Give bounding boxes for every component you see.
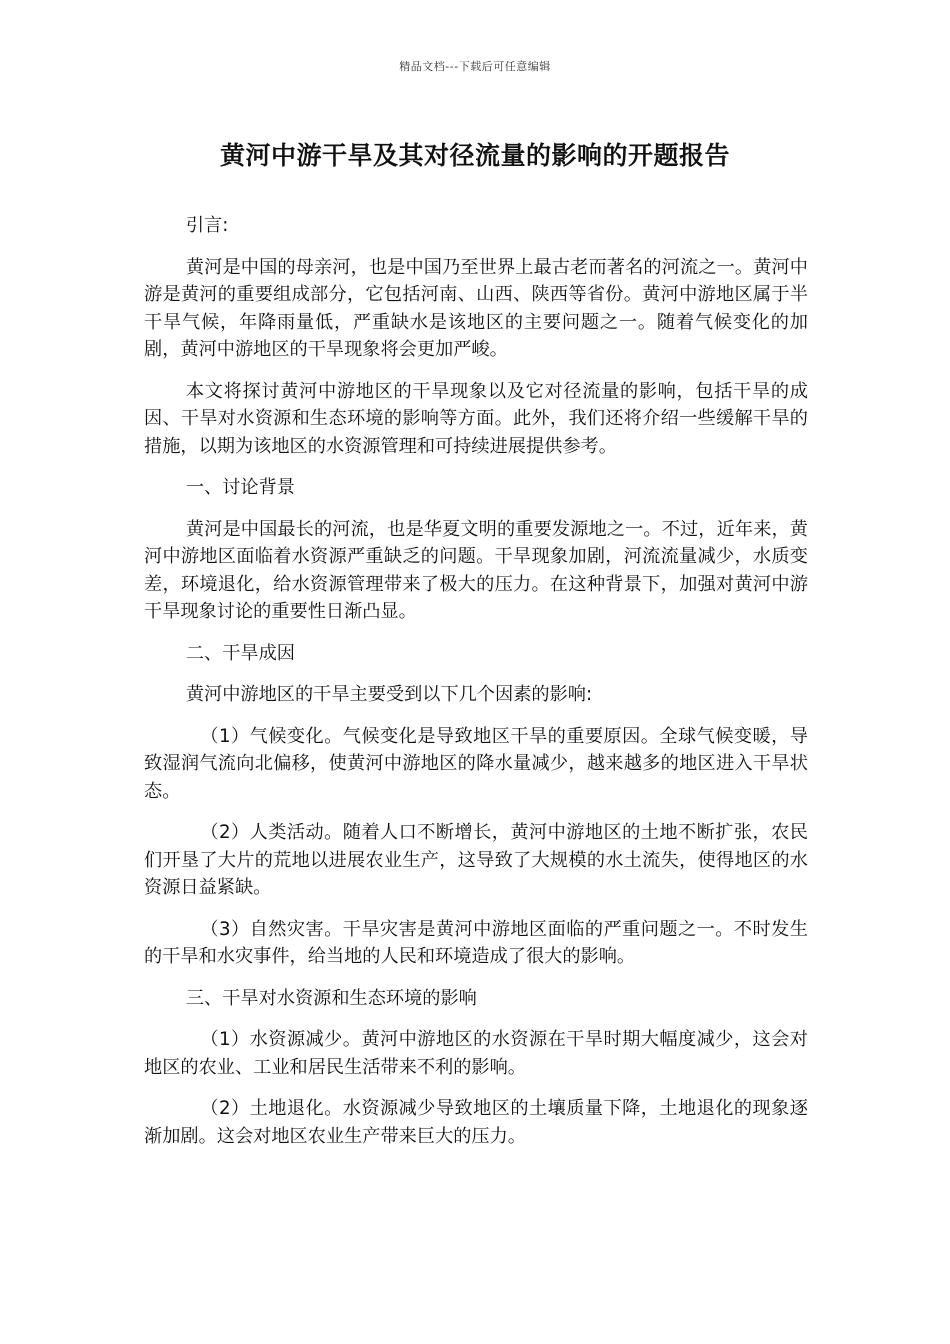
paragraph-intro-1: 黄河是中国的母亲河，也是中国乃至世界上最古老而著名的河流之一。黄河中游是黄河的重要组成部分，它包括河南、山西、陕西等省份。黄河中游地区属于半干旱气候，年降雨量低，严重缺水是该地区的主要问题之一。随着气候变化的加剧，黄河中游地区的干旱现象将会更加严峻。 — [144, 256, 808, 360]
paragraph-cause-climate: （1）气候变化。气候变化是导致地区干旱的重要原因。全球气候变暖，导致湿润气流向北偏移，使黄河中游地区的降水量减少，越来越多的地区进入干旱状态。 — [144, 725, 808, 802]
paragraph-cause-human: （2）人类活动。随着人口不断增长，黄河中游地区的土地不断扩张，农民们开垦了大片的荒地以进展农业生产，这导致了大规模的水土流失，使得地区的水资源日益紧缺。 — [144, 822, 808, 898]
section-heading-background: 一、讨论背景 — [185, 477, 295, 498]
paragraph-cause-natural: （3）自然灾害。干旱灾害是黄河中游地区面临的严重问题之一。不时发生的干旱和水灾事件，给当地的人民和环境造成了很大的影响。 — [144, 918, 808, 967]
paragraph-background: 黄河是中国最长的河流，也是华夏文明的重要发源地之一。不过，近年来，黄河中游地区面临着水资源严重缺乏的问题。干旱现象加剧，河流流量减少，水质变差，环境退化，给水资源管理带来了极大的压力。在这种背景下，加强对黄河中游干旱现象讨论的重要性日渐凸显。 — [144, 518, 808, 622]
section-heading-causes: 二、干旱成因 — [185, 642, 295, 664]
paragraph-causes-intro: 黄河中游地区的干旱主要受到以下几个因素的影响: — [185, 684, 593, 705]
document-title: 黄河中游干旱及其对径流量的影响的开题报告 — [219, 141, 730, 170]
section-heading-impacts: 三、干旱对水资源和生态环境的影响 — [185, 987, 477, 1009]
paragraph-intro-label: 引言: — [185, 215, 229, 236]
header-note: 精品文档---下载后可任意编辑 — [399, 60, 551, 73]
paragraph-impact-land: （2）土地退化。水资源减少导致地区的土壤质量下降，土地退化的现象逐渐加剧。这会对地区农业生产带来巨大的压力。 — [144, 1098, 808, 1147]
paragraph-impact-water: （1）水资源减少。黄河中游地区的水资源在干旱时期大幅度减少，这会对地区的农业、工业和居民生活带来不利的影响。 — [144, 1029, 808, 1078]
document-body — [144, 212, 808, 1164]
paragraph-intro-2: 本文将探讨黄河中游地区的干旱现象以及它对径流量的影响，包括干旱的成因、干旱对水资源和生态环境的影响等方面。此外，我们还将介绍一些缓解干旱的措施，以期为该地区的水资源管理和可持续进展提供参考。 — [144, 380, 808, 457]
